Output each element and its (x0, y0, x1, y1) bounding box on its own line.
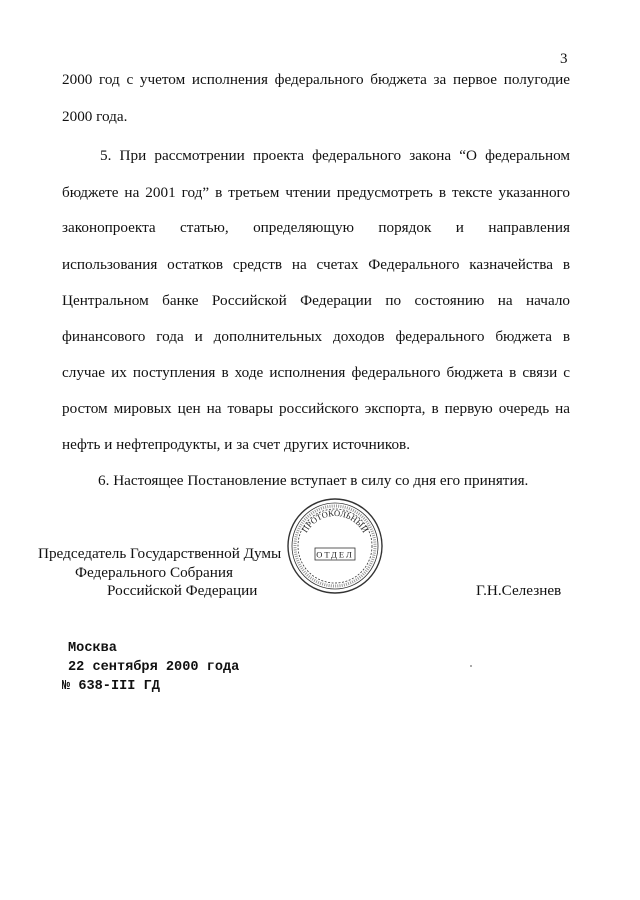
footer-number: № 638-III ГД (62, 679, 160, 694)
item5-line: случае их поступления в ходе исполнения федерального бюджета в связи с (62, 364, 570, 381)
official-stamp (285, 496, 385, 596)
page-number: 3 (560, 51, 568, 67)
scan-speck (470, 665, 472, 667)
item5-line: Центральном банке Российской Федерации по состоянию на начало (62, 292, 570, 309)
signatory-name: Г.Н.Селезнев (476, 582, 562, 599)
body-line: 2000 года. (62, 108, 128, 125)
footer-city: Москва (68, 641, 117, 656)
item5-line: 5. При рассмотрении проекта федерального закона “О федеральном (100, 147, 570, 164)
item5-line: использования остатков средств на счетах Федерального казначейства в (62, 256, 570, 273)
item5-line: финансового года и дополнительных доходов федерального бюджета в (62, 328, 570, 345)
stamp-center-text: ОТДЕЛ (316, 549, 354, 560)
item5-line: ростом мировых цен на товары российского экспорта, в первую очередь на (62, 400, 570, 417)
body-line: 2000 год с учетом исполнения федерального бюджета за первое полугодие (62, 71, 570, 88)
footer-date: 22 сентября 2000 года (68, 660, 240, 675)
item5-line: бюджете на 2001 год” в третьем чтении предусмотреть в тексте указанного (62, 184, 570, 201)
item5-line: нефть и нефтепродукты, и за счет других источников. (62, 436, 411, 453)
signature-title-line2: Федерального Собрания (75, 564, 233, 581)
stamp-arc-text: ПРОТОКОЛЬНЫЙ (299, 507, 371, 535)
item6-line: 6. Настоящее Постановление вступает в силу со дня его принятия. (98, 472, 529, 489)
signature-title-line1: Председатель Государственной Думы (38, 545, 282, 562)
signature-title-line3: Российской Федерации (107, 582, 258, 599)
item5-line: законопроекта статью, определяющую порядок и направления (62, 219, 570, 236)
